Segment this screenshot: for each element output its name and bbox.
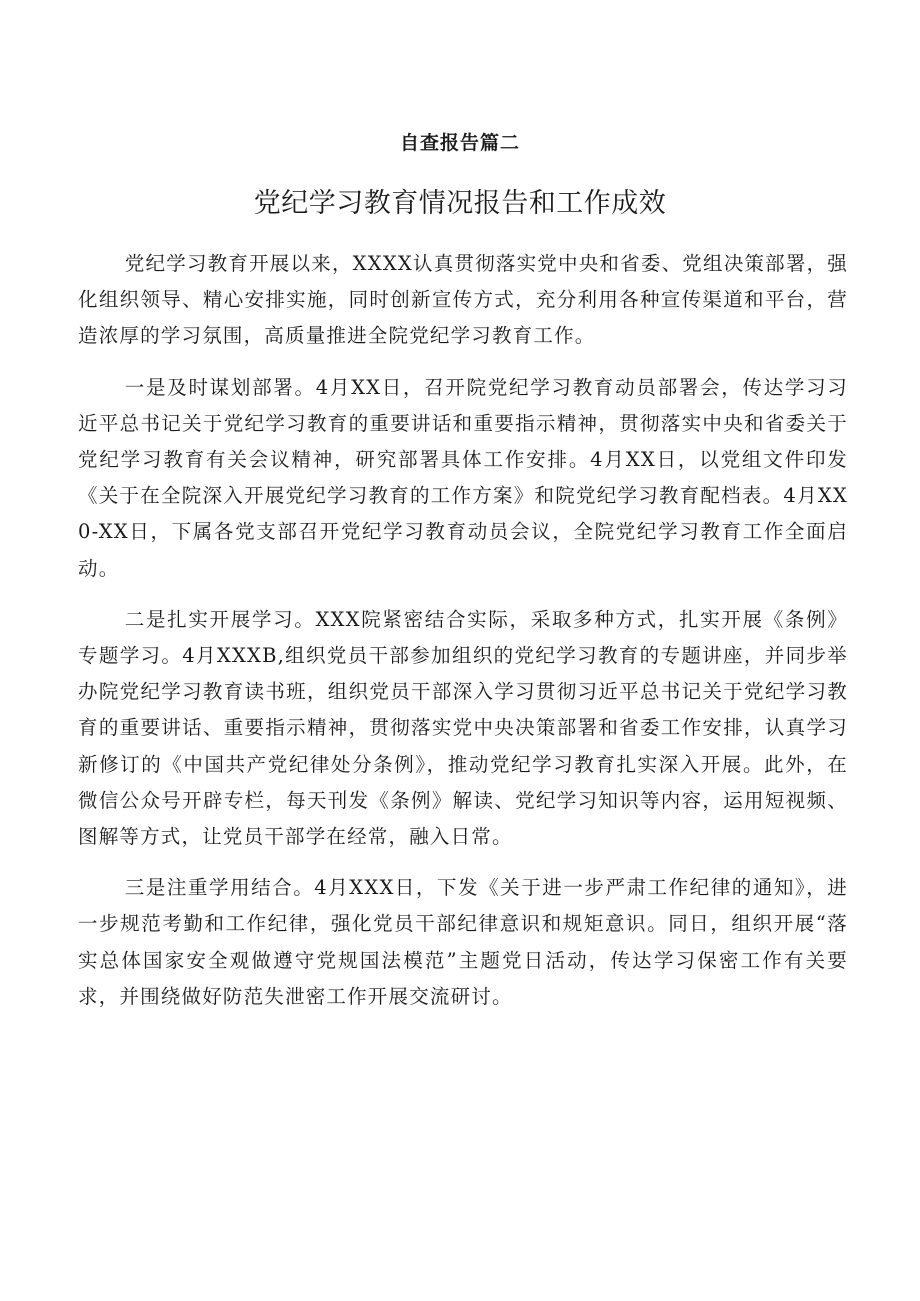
document-subtitle: 自查报告篇二	[399, 132, 520, 154]
document-title: 党纪学习教育情况报告和工作成效	[253, 188, 667, 219]
paragraph-application: 三是注重学用结合。4月XXX日，下发《关于进一步严肃工作纪律的通知》，进一步规范考勤和工作纪律，强化党员干部纪律意识和规矩意识。同日，组织开展“落实总体国家安全观做遵守党规国法模范”主题党日活动，传达学习保密工作有关要求，并围绕做好防范失泄密工作开展交流研讨。	[78, 876, 848, 1008]
document-body	[78, 246, 848, 1030]
paragraph-study: 二是扎实开展学习。XXX院紧密结合实际，采取多种方式，扎实开展《条例》专题学习。4月XXXB,组织党员干部参加组织的党纪学习教育的专题讲座，并同步举办院党纪学习教育读书班，组织党员干部深入学习贯彻习近平总书记关于党纪学习教育的重要讲话、重要指示精神，贯彻落实党中央决策部署和省委工作安排，认真学习新修订的《中国共产党纪律处分条例》，推动党纪学习教育扎实深入开展。此外，在微信公众号开辟专栏，每天刊发《条例》解读、党纪学习知识等内容，运用短视频、图解等方式，让党员干部学在经常，融入日常。	[78, 607, 848, 849]
paragraph-intro: 党纪学习教育开展以来，XXXX认真贯彻落实党中央和省委、党组决策部署，强化组织领导、精心安排实施，同时创新宣传方式，充分利用各种宣传渠道和平台，营造浓厚的学习氛围，高质量推进全院党纪学习教育工作。	[78, 252, 848, 348]
paragraph-planning: 一是及时谋划部署。4月XX日，召开院党纪学习教育动员部署会，传达学习习近平总书记关于党纪学习教育的重要讲话和重要指示精神，贯彻落实中央和省委关于党纪学习教育有关会议精神，研究部署具体工作安排。4月XX日，以党组文件印发《关于在全院深入开展党纪学习教育的工作方案》和院党纪学习教育配档表。4月XX0-XX日，下属各党支部召开党纪学习教育动员会议，全院党纪学习教育工作全面启动。	[78, 375, 848, 580]
